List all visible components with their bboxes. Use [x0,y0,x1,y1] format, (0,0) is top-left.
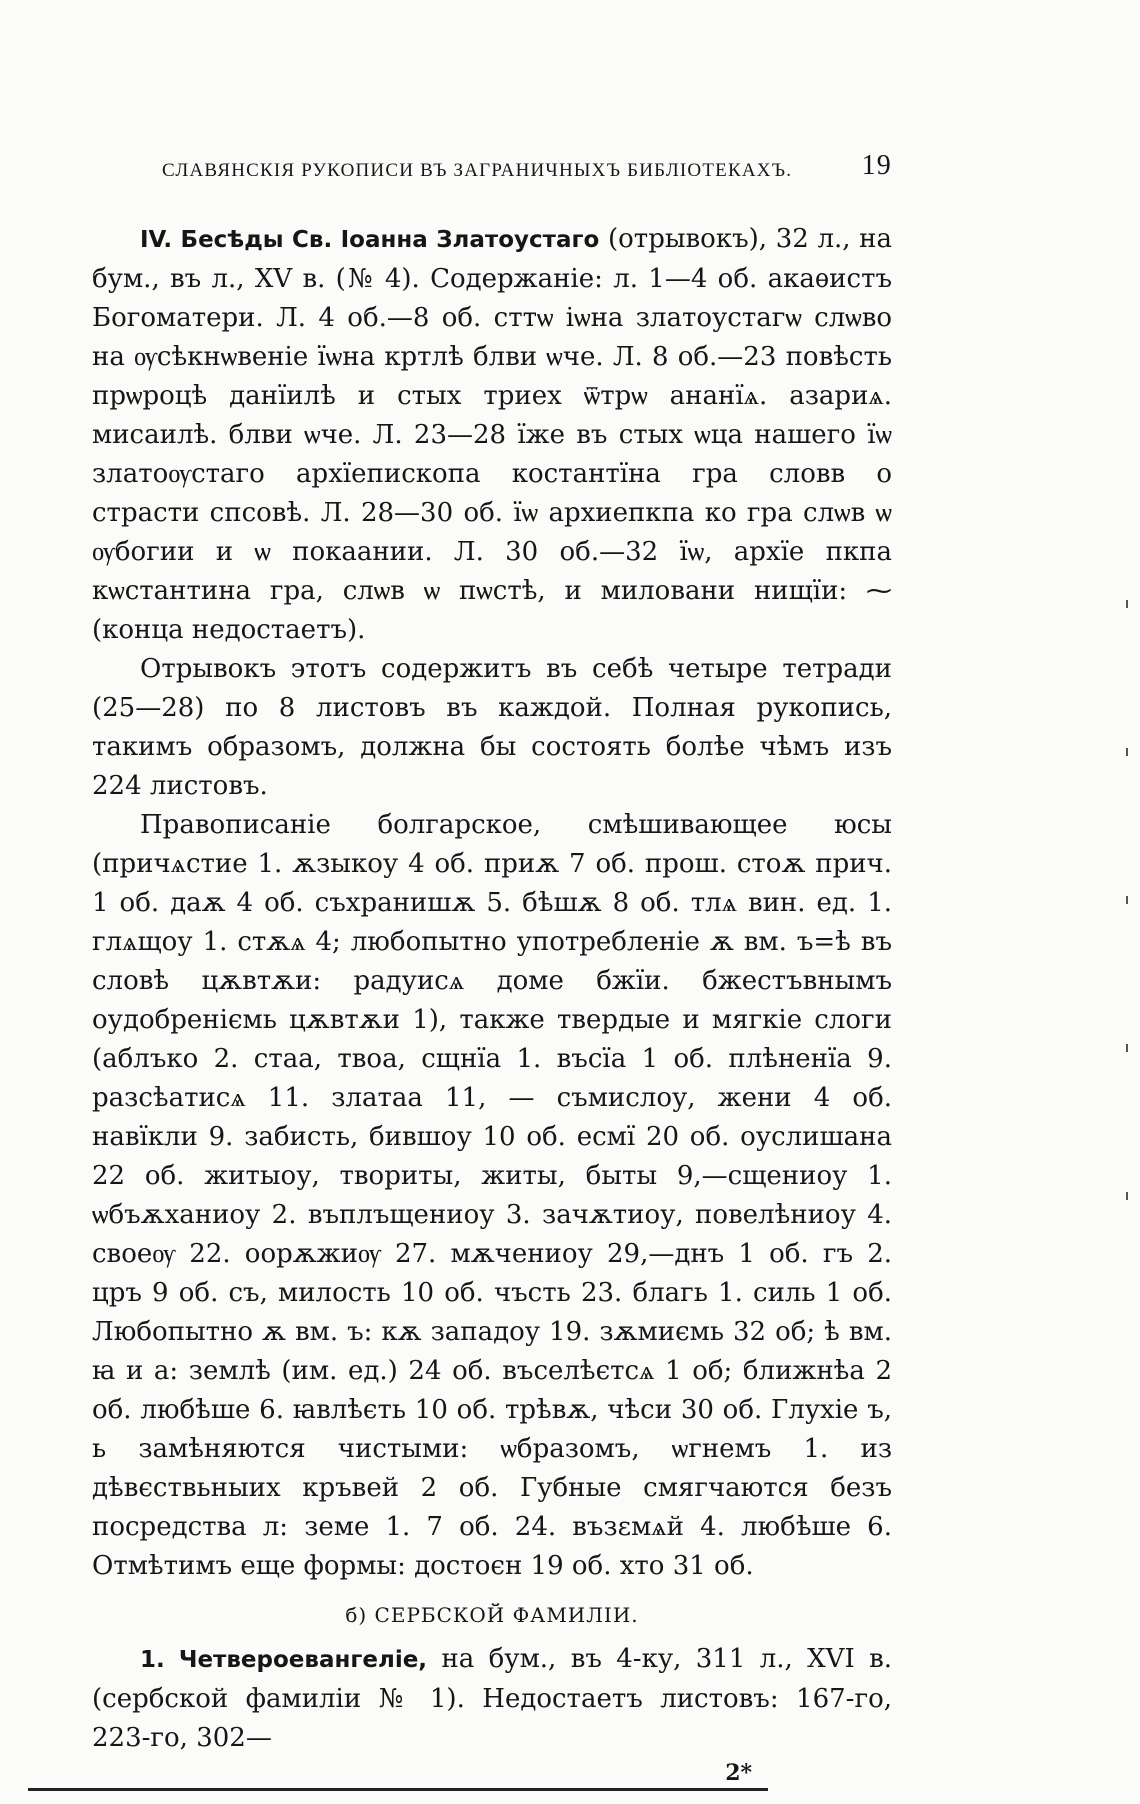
section-title: б) СЕРБСКОЙ ФАМИЛІИ. [345,1603,639,1627]
running-title: СЛАВЯНСКІЯ РУКОПИСИ ВЪ ЗАГРАНИЧНЫХЪ БИБЛІОТЕКАХЪ. [162,160,793,181]
entry-iv-heading: IV. Бесѣды Св. Іоанна Златоустаго [140,227,600,253]
entry-iv [92,220,892,650]
paragraph-1: Отрывокъ этотъ содержитъ въ себѣ четыре тетради (25—28) по 8 листовъ въ каждой. Полная рукопись, такимъ образомъ, должна бы состоять болѣе чѣмъ изъ 224 листовъ. [92,654,892,801]
entry-iv-text: (отрывокъ), 32 л., на бум., въ л., XV в. (№ 4). Содержаніе: л. 1—4 об. акаѳистъ Богоматери. Л. 4 об.—8 об. сттѡ іѡна златоустагѡ слѡво на ѹсѣкнѡвеніе їѡна кртлѣ блви ѡче. Л. 8 об.—23 повѣсть прѡроцѣ данїилѣ и стых триех ѿтрѡ ананїѧ. азариѧ. мисаилѣ. блви ѡче. Л. 23—28 їже въ стых ѡца нашего їѡ златоѹстаго архїепископа костантїна гра словв о страсти спсовѣ. Л. 28—30 об. їѡ архиепкпа ко гра слѡв ѡ ѹбогии и ѡ покаании. Л. 30 об.—32 їѡ, архїе пкпа кѡстантина гра, слѡв ѡ пѡстѣ, и миловани нищїи: ⁓ (конца недостаетъ). [92,224,892,645]
running-head [92,150,892,190]
signature-mark: 2* [725,1760,752,1786]
bottom-scan-line [28,1788,768,1791]
paragraph-2: Правописаніе болгарское, смѣшивающее юсы (причѧстие 1. ѫзыкоу 4 об. приѫ 7 об. прош. стоѫ прич. 1 об. даѫ 4 об. съхранишѫ 5. бѣшѫ 8 об. тлѧ вин. ед. 1. глѧщоу 1. стѫѧ 4; любопытно употребленіе ѫ вм. ъ=ѣ въ словѣ цѫвтѫи: радуисѧ доме бжїи. бжестъвнымъ оудобреніємь цѫвтѫи 1), также твердые и мягкіе слоги (аблъко 2. стаа, твоа, сщнїа 1. въсїа 1 об. плѣненїа 9. разсѣатисѧ 11. златаа 11, — съмислоу, жени 4 об. навїкли 9. забисть, бившоу 10 об. есмї 20 об. оуслишана 22 об. житыоу, твориты, житы, быты 9,—сщениоу 1. ѡбъѫханиоу 2. въплъщениоу 3. зачѫтиоу, повелѣниоу 4. своеѹ 22. оорѫжиѹ 27. мѫчениоу 29,—днъ 1 об. гъ 2. цръ 9 об. съ, милость 10 об. чъсть 23. благь 1. силь 1 об. Любопытно ѫ вм. ъ: кѫ западоу 19. зѫмиємь 32 об; ѣ вм. ꙗ и а: землѣ (им. ед.) 24 об. въселѣєтсѧ 1 об; ближнѣа 2 об. любѣше 6. ꙗвлѣєть 10 об. трѣвѫ, чѣси 30 об. Глухіе ъ, ь замѣняются чистыми: ѡбразомъ, ѡгнемъ 1. из дѣвєствьныих кръвей 2 об. Губные смягчаются безъ посредства л: земе 1. 7 об. 24. възεмѧй 4. любѣше 6. Отмѣтимъ еще формы: достоєн 19 об. хто 31 об. [92,810,892,1581]
book-page [92,150,892,1788]
page-number: 19 [861,150,892,181]
entry-1-text: на бум., въ 4-ку, 311 л., XVI в. (сербской фамиліи № 1). Недостаетъ листовъ: 167-го, 223-го, 302— [92,1644,892,1753]
entry-1 [92,1640,892,1758]
edge-scan-marks [1126,600,1130,1500]
body-text [92,220,892,1788]
entry-1-heading: 1. Четвероевангеліе, [140,1647,428,1673]
